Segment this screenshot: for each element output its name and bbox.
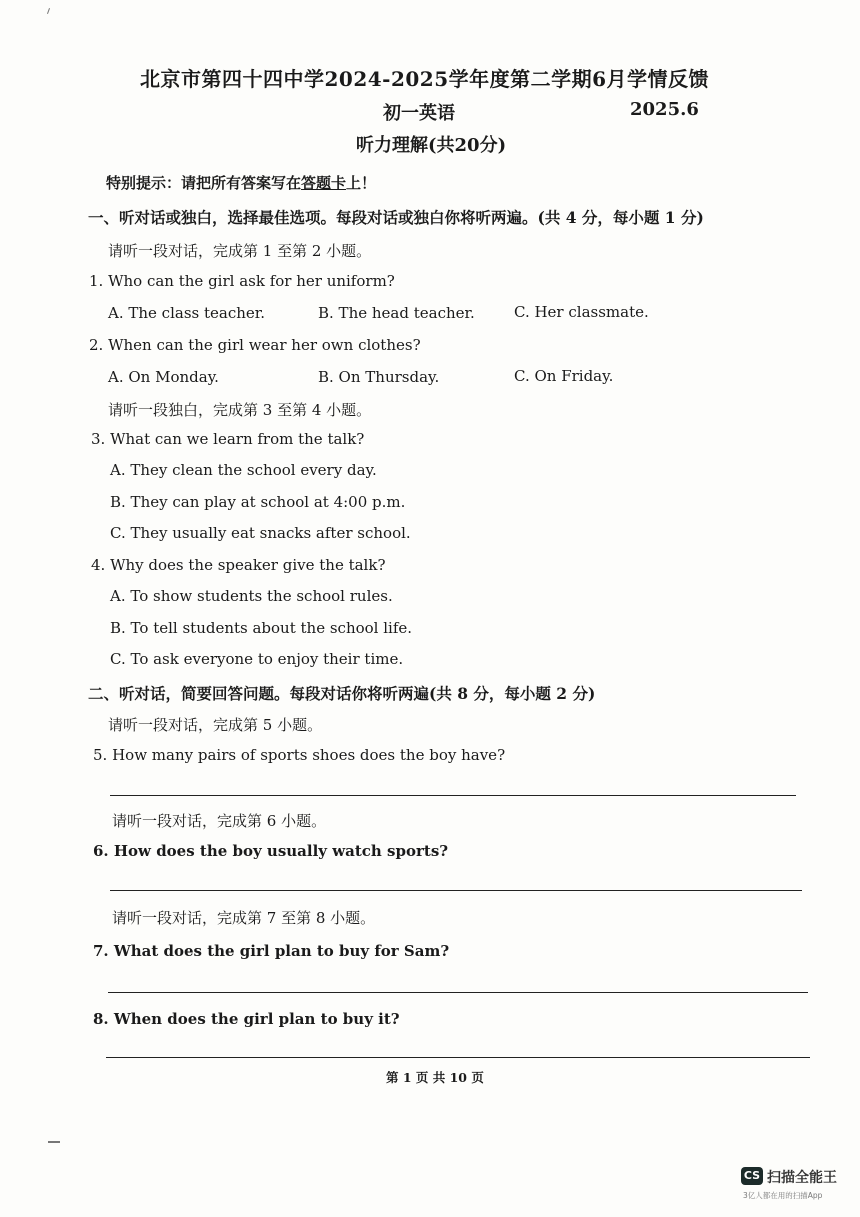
camscanner-logo: CS xyxy=(741,1167,763,1185)
question-1-option-b: B. The head teacher. xyxy=(318,304,475,322)
question-4-option-a: A. To show students the school rules. xyxy=(110,587,393,605)
question-4: 4. Why does the speaker give the talk? xyxy=(91,556,386,574)
question-1-option-c: C. Her classmate. xyxy=(514,303,649,321)
question-5: 5. How many pairs of sports shoes does the boy have? xyxy=(93,746,506,764)
exam-subject: 初一英语 xyxy=(383,103,455,124)
section-1-heading: 一、听对话或独白，选择最佳选项。每段对话或独白你将听两遍。(共 4 分，每小题 1 分) xyxy=(88,208,704,227)
question-2: 2. When can the girl wear her own clothes? xyxy=(89,336,421,354)
question-1-option-a: A. The class teacher. xyxy=(108,304,266,322)
question-6: 6. How does the boy usually watch sports? xyxy=(93,842,449,860)
section-2-intro-7: 请听一段对话，完成第 7 至第 8 小题。 xyxy=(112,909,376,927)
question-3-option-b: B. They can play at school at 4:00 p.m. xyxy=(110,493,406,511)
section-1-intro-2: 请听一段独白，完成第 3 至第 4 小题。 xyxy=(108,401,372,419)
answer-line-6[interactable] xyxy=(110,890,802,891)
exam-date: 2025.6 xyxy=(630,99,699,120)
question-3-option-c: C. They usually eat snacks after school. xyxy=(110,524,411,542)
question-2-option-a: A. On Monday. xyxy=(108,368,219,386)
scan-mark xyxy=(48,1141,60,1143)
question-7: 7. What does the girl plan to buy for Sam? xyxy=(93,942,450,960)
question-2-option-b: B. On Thursday. xyxy=(318,368,440,386)
watermark-name: 扫描全能王 xyxy=(767,1170,837,1186)
answer-line-5[interactable] xyxy=(110,795,796,796)
part-title: 听力理解(共20分) xyxy=(356,135,507,156)
question-2-option-c: C. On Friday. xyxy=(514,367,614,385)
special-notice: 特别提示：请把所有答案写在答题卡上！ xyxy=(106,174,377,192)
question-4-option-b: B. To tell students about the school life. xyxy=(110,619,413,637)
watermark-tagline: 3亿人都在用的扫描App xyxy=(743,1191,823,1200)
section-2-intro-6: 请听一段对话，完成第 6 小题。 xyxy=(112,812,327,830)
question-1: 1. Who can the girl ask for her uniform? xyxy=(89,272,395,290)
section-2-heading: 二、听对话，简要回答问题。每段对话你将听两遍(共 8 分，每小题 2 分) xyxy=(88,684,596,703)
question-8: 8. When does the girl plan to buy it? xyxy=(93,1010,400,1028)
question-3: 3. What can we learn from the talk? xyxy=(91,430,365,448)
answer-line-8[interactable] xyxy=(106,1057,810,1058)
scan-speck xyxy=(47,8,50,14)
exam-title: 北京市第四十四中学2024-2025学年度第二学期6月学情反馈 xyxy=(140,67,710,91)
question-4-option-c: C. To ask everyone to enjoy their time. xyxy=(110,650,404,668)
page-number: 第 1 页 共 10 页 xyxy=(386,1070,484,1085)
answer-line-7[interactable] xyxy=(108,992,808,993)
question-3-option-a: A. They clean the school every day. xyxy=(110,461,377,479)
section-2-intro-5: 请听一段对话，完成第 5 小题。 xyxy=(108,716,323,734)
section-1-intro-1: 请听一段对话，完成第 1 至第 2 小题。 xyxy=(108,242,372,260)
